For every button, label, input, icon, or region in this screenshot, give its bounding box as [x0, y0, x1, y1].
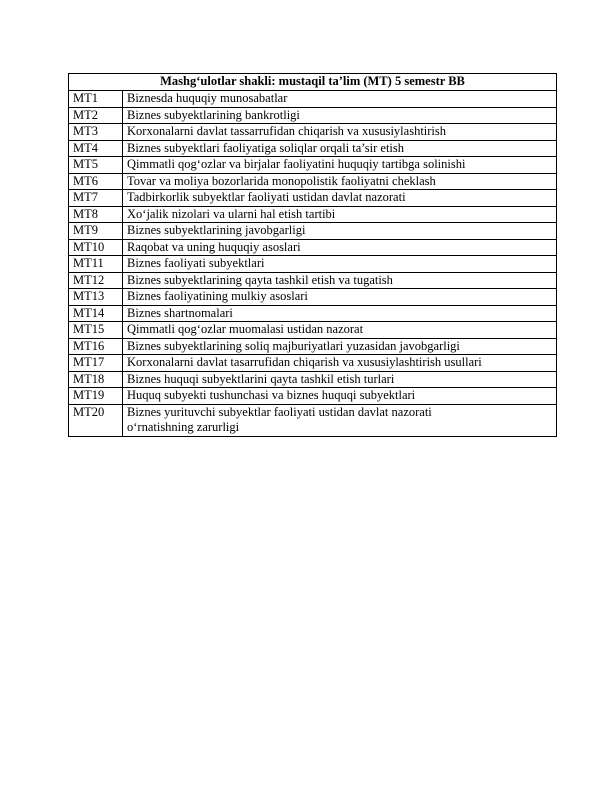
- topic-code: MT4: [69, 140, 123, 157]
- topic-code: MT13: [69, 289, 123, 306]
- topic-title-line: o‘rnatishning zarurligi: [127, 420, 240, 434]
- topic-title: Biznes faoliyatining mulkiy asoslari: [123, 289, 557, 306]
- topic-code: MT20: [69, 404, 123, 436]
- table-row: [69, 404, 557, 436]
- topic-title: Korxonalarni davlat tasarrufidan chiqarish va xususiylashtirish usullari: [123, 355, 557, 372]
- topic-title: Qimmatli qog‘ozlar muomalasi ustidan nazorat: [123, 322, 557, 339]
- topic-code: MT6: [69, 173, 123, 190]
- topic-code: MT16: [69, 338, 123, 355]
- topic-code: MT1: [69, 91, 123, 108]
- table-header-row: [69, 74, 557, 91]
- topic-code: MT17: [69, 355, 123, 372]
- table-row: [69, 107, 557, 124]
- table-row: [69, 272, 557, 289]
- topic-code: MT3: [69, 124, 123, 141]
- topic-title: Xo‘jalik nizolari va ularni hal etish tartibi: [123, 206, 557, 223]
- topic-title-line: Biznes yurituvchi subyektlar faoliyati ustidan davlat nazorati: [127, 404, 432, 419]
- topic-title: Huquq subyekti tushunchasi va biznes huquqi subyektlari: [123, 388, 557, 405]
- topic-code: MT2: [69, 107, 123, 124]
- topic-code: MT12: [69, 272, 123, 289]
- topic-code: MT18: [69, 371, 123, 388]
- table-row: [69, 206, 557, 223]
- table-row: [69, 305, 557, 322]
- topic-code: MT15: [69, 322, 123, 339]
- table-row: [69, 388, 557, 405]
- table-row: [69, 157, 557, 174]
- topic-title: Biznes faoliyati subyektlari: [123, 256, 557, 273]
- topic-code: MT11: [69, 256, 123, 273]
- topic-title: Biznes subyektlari faoliyatiga soliqlar orqali ta’sir etish: [123, 140, 557, 157]
- table-row: [69, 256, 557, 273]
- topic-code: MT5: [69, 157, 123, 174]
- topic-code: MT8: [69, 206, 123, 223]
- topic-code: MT9: [69, 223, 123, 240]
- topic-title: [123, 404, 557, 436]
- table-row: [69, 371, 557, 388]
- topic-title: Biznesda huquqiy munosabatlar: [123, 91, 557, 108]
- table-row: [69, 173, 557, 190]
- table-row: [69, 239, 557, 256]
- topic-title: Biznes subyektlarining bankrotligi: [123, 107, 557, 124]
- table-row: [69, 190, 557, 207]
- topic-title: Raqobat va uning huquqiy asoslari: [123, 239, 557, 256]
- table-row: [69, 91, 557, 108]
- topic-code: MT10: [69, 239, 123, 256]
- topic-title: Biznes huquqi subyektlarini qayta tashkil etish turlari: [123, 371, 557, 388]
- topic-code: MT7: [69, 190, 123, 207]
- topic-title: Tadbirkorlik subyektlar faoliyati ustidan davlat nazorati: [123, 190, 557, 207]
- topic-title: Biznes subyektlarining soliq majburiyatlari yuzasidan javobgarligi: [123, 338, 557, 355]
- table-row: [69, 355, 557, 372]
- topic-title: Tovar va moliya bozorlarida monopolistik faoliyatni cheklash: [123, 173, 557, 190]
- independent-study-topics-table: [68, 73, 557, 437]
- table-row: [69, 289, 557, 306]
- table-header: Mashg‘ulotlar shakli: mustaqil ta’lim (MT) 5 semestr BB: [69, 74, 557, 91]
- table-row: [69, 140, 557, 157]
- topic-title: Biznes subyektlarining qayta tashkil etish va tugatish: [123, 272, 557, 289]
- topic-code: MT19: [69, 388, 123, 405]
- topic-title: Korxonalarni davlat tassarrufidan chiqarish va xususiylashtirish: [123, 124, 557, 141]
- table-row: [69, 322, 557, 339]
- table-row: [69, 338, 557, 355]
- topic-title: Biznes subyektlarining javobgarligi: [123, 223, 557, 240]
- table-row: [69, 223, 557, 240]
- topic-title: Biznes shartnomalari: [123, 305, 557, 322]
- topic-code: MT14: [69, 305, 123, 322]
- topic-title: Qimmatli qog‘ozlar va birjalar faoliyatini huquqiy tartibga solinishi: [123, 157, 557, 174]
- table-row: [69, 124, 557, 141]
